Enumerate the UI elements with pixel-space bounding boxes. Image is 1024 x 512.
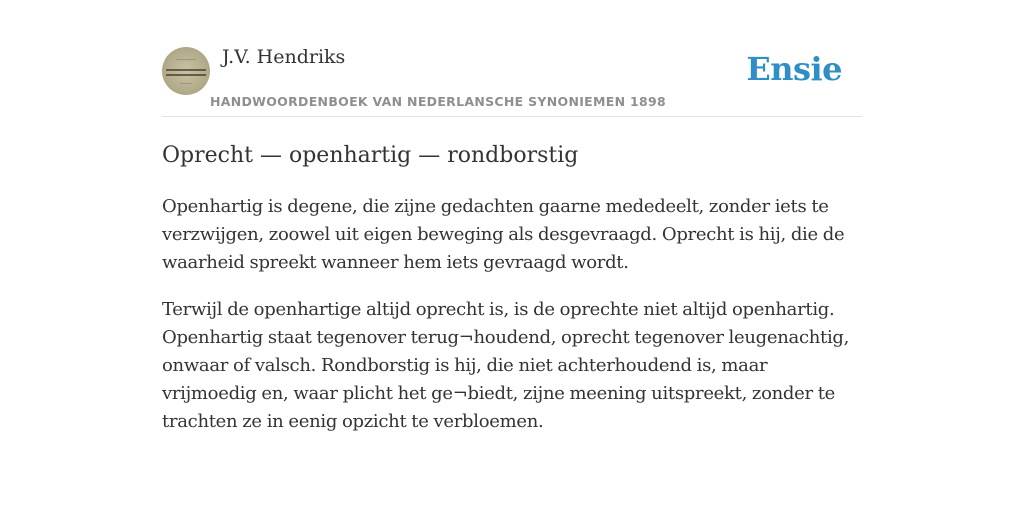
avatar-decoration xyxy=(166,74,206,76)
entry-paragraph: Terwijl de openhartige altijd oprecht is, is de oprechte niet altijd openhartig. Openhartig staat tegenover terug¬houdend, oprecht tegenover leugenachtig, onwaar of valsch. Rondborstig is hij, die niet achterhoudend is, maar vrijmoedig en, waar plicht het ge¬biedt, zijne meening uitspreekt, zonder te trachten ze in eenig opzicht te verbloemen. xyxy=(162,299,850,432)
entry-header xyxy=(162,40,862,117)
source-title[interactable]: HANDWOORDENBOEK VAN NEDERLANSCHE SYNONIEMEN 1898 xyxy=(210,94,667,109)
avatar-decoration xyxy=(180,83,192,84)
source-book-avatar[interactable] xyxy=(162,47,210,95)
entry-paragraph: Openhartig is degene, die zijne gedachten gaarne mededeelt, zonder iets te verzwijgen, zoowel uit eigen beweging als desgevraagd. Oprecht is hij, die de waarheid spreekt wanneer hem iets gevraagd wordt. xyxy=(162,196,845,273)
brand-logo[interactable]: Ensie xyxy=(746,50,842,88)
entry-title: Oprecht — openhartig — rondborstig xyxy=(162,143,579,168)
entry-card xyxy=(162,40,862,436)
avatar-decoration xyxy=(176,59,196,60)
author-name[interactable]: J.V. Hendriks xyxy=(222,46,346,68)
avatar-decoration xyxy=(166,69,206,71)
